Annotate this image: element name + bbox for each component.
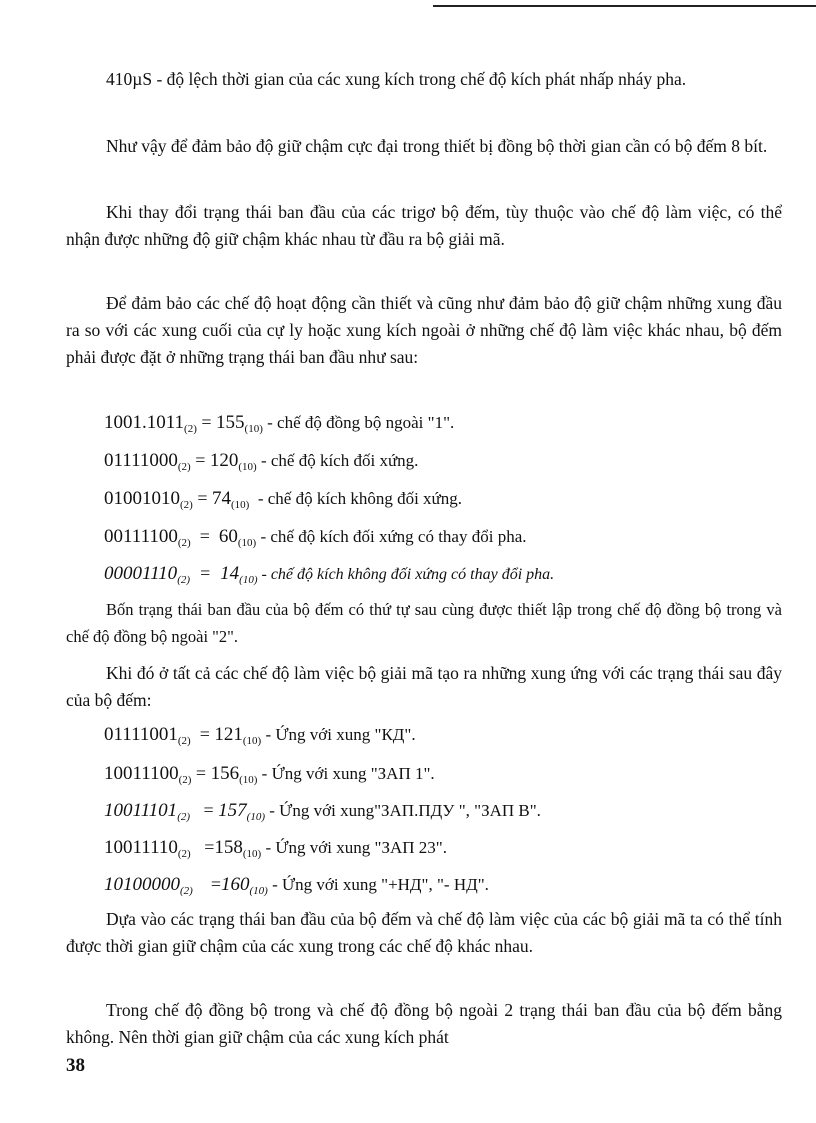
equation-row: $01001010_{(2)} = 74_{(10)}$ - chế độ kích không đối xứng. — [104, 488, 463, 511]
equation-row: $01111000_{(2)} = 120_{(10)}$ - chế độ kích đối xứng. — [104, 450, 419, 473]
decimal-value: 120 — [209, 450, 239, 471]
equation-row: $10100000_{(2)}$ $=160_{(10)}$ - Ứng với xung "+НД", "- НД". — [104, 874, 489, 897]
equation-row: $1001.1011_{(2)} = 155_{(10)}$ - chế độ đồng bộ ngoài "1". — [104, 412, 455, 435]
pulse-description: - Ứng với xung"ЗАП.ПДУ ", "ЗАП В". — [265, 801, 541, 820]
mode-description: - chế độ kích không đối xứng. — [249, 489, 463, 508]
paragraph-1: 410µS - độ lệch thời gian của các xung kích trong chế độ kích phát nhấp nháy pha. — [106, 69, 687, 89]
equation-row: $00001110_{(2)} = 14_{(10)}$ - chế độ kích không đối xứng có thay đổi pha. — [104, 563, 555, 586]
paragraph-3: Khi thay đổi trạng thái ban đầu của các trigơ bộ đếm, tùy thuộc vào chế độ làm việc, có thể nhận được những độ giữ chậm khác nhau từ đầu ra bộ giải mã. — [66, 202, 782, 249]
paragraph-2: Như vậy để đảm bảo độ giữ chậm cực đại trong thiết bị đồng bộ thời gian cần có bộ đếm 8 bít. — [106, 136, 768, 156]
decimal-value: 14 — [220, 563, 240, 584]
top-rule — [433, 5, 816, 7]
paragraph-8: Trong chế độ đồng bộ trong và chế độ đồng bộ ngoài 2 trạng thái ban đầu của bộ đếm bằng không. Nên thời gian giữ chậm của các xung kích phát — [66, 1000, 782, 1047]
binary-value: 10011110 — [104, 837, 178, 858]
binary-value: 1001.1011 — [104, 412, 185, 433]
binary-value: 10100000 — [104, 874, 180, 895]
pulse-description: - Ứng với xung "+НД", "- НД". — [267, 875, 489, 894]
page-number: 38 — [66, 1055, 85, 1076]
mode-description: - chế độ kích không đối xứng có thay đổi pha. — [257, 566, 555, 583]
binary-value: 01001010 — [104, 488, 180, 509]
mode-description: - chế độ kích đối xứng. — [256, 451, 419, 470]
decimal-value: 156 — [210, 763, 240, 784]
equation-row: $01111001_{(2)} = 121_{(10)}$ - Ứng với xung "КД". — [104, 724, 416, 747]
equation-row: $00111100_{(2)} = 60_{(10)}$ - chế độ kích đối xứng có thay đổi pha. — [104, 526, 527, 549]
mode-description: - chế độ đồng bộ ngoài "1". — [262, 413, 455, 432]
decimal-value: 155 — [216, 412, 245, 433]
mode-description: - chế độ kích đối xứng có thay đổi pha. — [256, 527, 527, 546]
binary-value: 10011100 — [104, 763, 179, 784]
pulse-description: - Ứng với xung "ЗАП 1". — [257, 764, 435, 783]
binary-value: 00001110 — [104, 563, 178, 584]
pulse-description: - Ứng với xung "ЗАП 23". — [261, 838, 447, 857]
binary-value: 00111100 — [104, 526, 178, 547]
paragraph-5: Bốn trạng thái ban đầu của bộ đếm có thứ tự sau cùng được thiết lập trong chế độ đồng bộ trong và chế độ đồng bộ ngoài "2". — [66, 600, 782, 646]
binary-value: 10011101 — [104, 800, 178, 821]
decimal-value: 60 — [218, 526, 238, 547]
decimal-value: 121 — [214, 724, 243, 745]
equation-row: $10011101_{(2)} = 157_{(10)}$ - Ứng với xung"ЗАП.ПДУ ", "ЗАП В". — [104, 800, 541, 823]
paragraph-6: Khi đó ở tất cả các chế độ làm việc bộ giải mã tạo ra những xung ứng với các trạng thái sau đây của bộ đếm: — [66, 663, 782, 710]
pulse-description: - Ứng với xung "КД". — [261, 725, 416, 744]
decimal-value: 158 — [214, 837, 243, 858]
binary-value: 01111001 — [104, 724, 178, 745]
paragraph-7: Dựa vào các trạng thái ban đầu của bộ đếm và chế độ làm việc của các bộ giải mã ta có thể tính được thời gian giữ chậm của các xung trong các chế độ khác nhau. — [66, 909, 782, 956]
decimal-value: 157 — [218, 800, 247, 821]
paragraph-4: Để đảm bảo các chế độ hoạt động cần thiết và cũng như đảm bảo độ giữ chậm những xung đầu ra so với các xung cuối của cự ly hoặc xung kích ngoài ở những chế độ làm việc khác nhau, bộ đếm phải được đặt ở những trạng thái ban đầu như sau: — [66, 293, 782, 367]
equation-row: $10011110_{(2)} =158_{(10)}$ - Ứng với xung "ЗАП 23". — [104, 837, 447, 860]
decimal-value: 160 — [220, 874, 250, 895]
binary-value: 01111000 — [104, 450, 178, 471]
decimal-value: 74 — [211, 488, 231, 509]
equation-row: $10011100_{(2)} = 156_{(10)}$ - Ứng với xung "ЗАП 1". — [104, 763, 435, 786]
